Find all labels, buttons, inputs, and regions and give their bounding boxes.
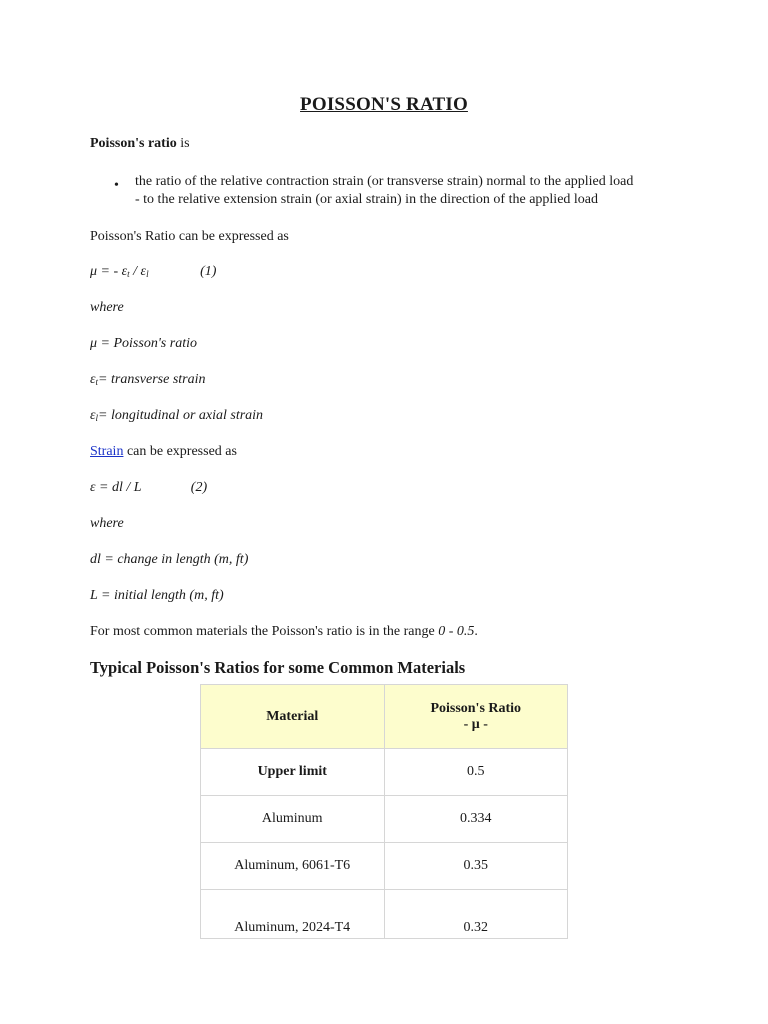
cell-material: Upper limit [201, 749, 385, 796]
table-row [201, 843, 568, 890]
header-ratio-line-1: Poisson's Ratio [430, 700, 522, 716]
range-text: For most common materials the Poisson's ratio is in the range [90, 624, 439, 639]
el-symbol: ε [90, 408, 96, 423]
cell-ratio: 0.32 [384, 890, 568, 939]
definition-dl: dl = change in length (m, ft) [90, 552, 249, 567]
eq1-sub-t: t [127, 269, 130, 279]
table-row [201, 890, 568, 939]
strain-line-text: can be expressed as [123, 444, 237, 459]
definition-el [90, 408, 263, 424]
definition-mu: μ = Poisson's ratio [90, 336, 197, 351]
equation-1 [90, 264, 216, 280]
intro-term: Poisson's ratio [90, 136, 177, 151]
range-value: 0 - 0.5 [438, 624, 475, 639]
where-label-1: where [90, 300, 124, 315]
strain-link[interactable]: Strain [90, 444, 124, 459]
page-title: POISSON'S RATIO [300, 94, 468, 115]
el-sub: l [95, 413, 99, 423]
cell-ratio: 0.334 [384, 796, 568, 843]
definition-line-2: - to the relative extension strain (or axial strain) in the direction of the applied load [135, 192, 599, 207]
cell-material: Aluminum, 6061-T6 [201, 843, 385, 890]
table-header-row [201, 685, 568, 749]
equation-2 [90, 480, 207, 496]
bullet-icon: • [114, 178, 119, 193]
et-sub: t [95, 377, 99, 387]
el-text: = longitudinal or axial strain [98, 408, 264, 423]
eq2-expr: ε = dl / L [90, 480, 142, 495]
eq1-mid: / ε [129, 264, 147, 279]
eq1-sub-l: l [146, 269, 149, 279]
cell-ratio: 0.35 [384, 843, 568, 890]
definition-et [90, 372, 206, 388]
intro-line [90, 136, 190, 152]
et-symbol: ε [90, 372, 96, 387]
strain-line [90, 444, 237, 460]
table-row [201, 749, 568, 796]
materials-table [200, 684, 568, 939]
table-heading: Typical Poisson's Ratios for some Common Materials [90, 658, 466, 677]
intro-suffix: is [176, 136, 190, 151]
table-row [201, 796, 568, 843]
where-label-2: where [90, 516, 124, 531]
cell-material: Aluminum [201, 796, 385, 843]
eq1-lhs: μ = - ε [90, 264, 128, 279]
eq2-number: (2) [190, 480, 208, 495]
range-line [90, 624, 478, 640]
header-ratio [384, 685, 568, 749]
definition-L: L = initial length (m, ft) [90, 588, 224, 603]
et-text: = transverse strain [98, 372, 206, 387]
header-ratio-line-2: - μ - [463, 716, 488, 732]
cell-material: Aluminum, 2024-T4 [201, 890, 385, 939]
header-material: Material [201, 685, 385, 749]
expressed-as-text: Poisson's Ratio can be expressed as [90, 229, 289, 244]
eq1-number: (1) [200, 264, 217, 279]
cell-ratio: 0.5 [384, 749, 568, 796]
range-end: . [474, 624, 478, 639]
definition-text [135, 173, 695, 209]
definition-line-1: the ratio of the relative contraction strain (or transverse strain) normal to the applied load [135, 174, 634, 189]
